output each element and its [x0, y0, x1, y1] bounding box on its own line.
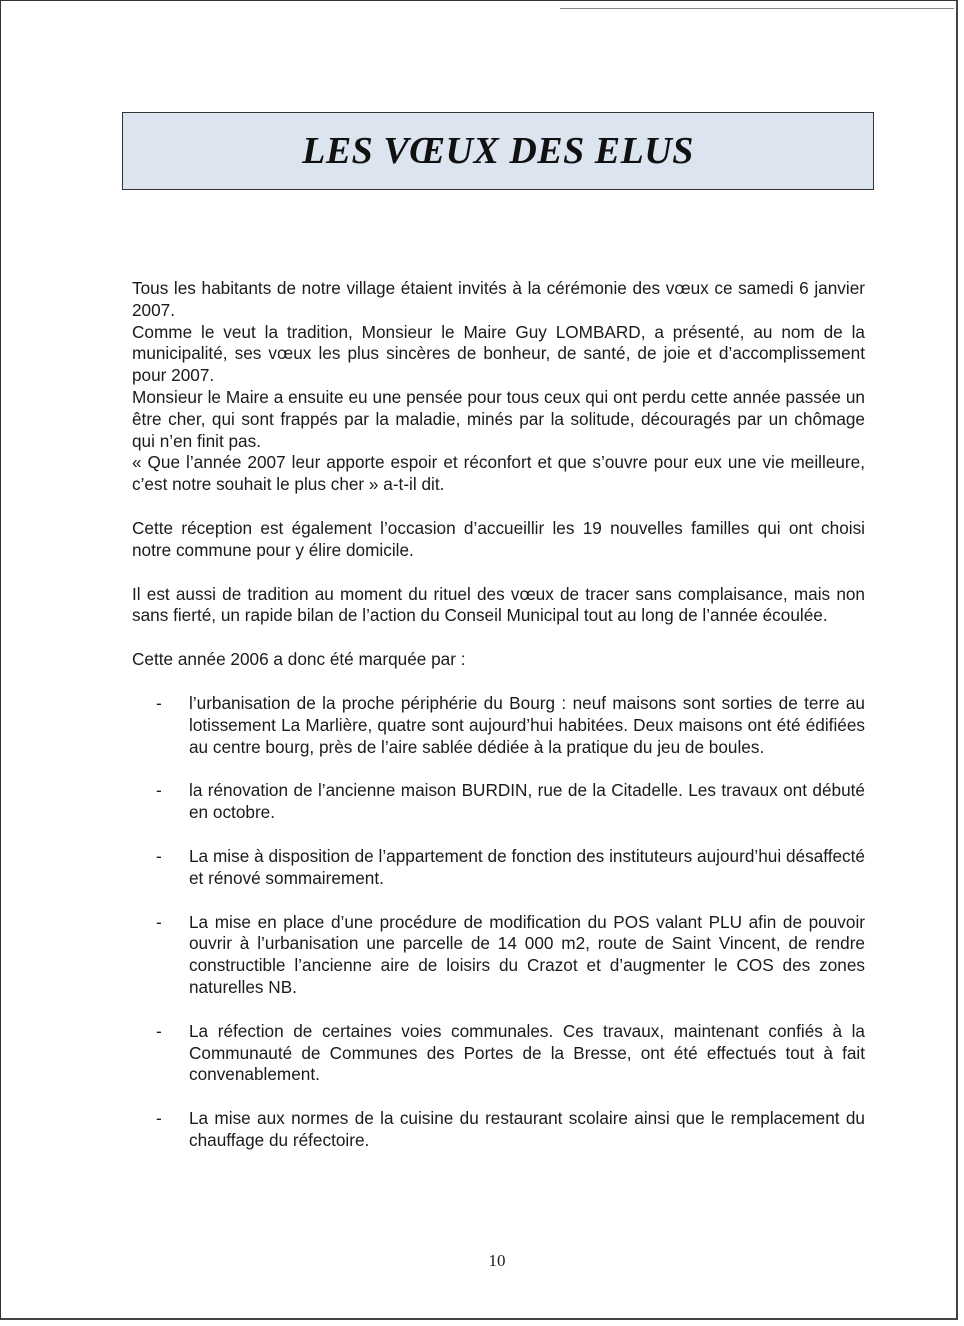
- paragraph-quote: « Que l’année 2007 leur apporte espoir et réconfort et que s’ouvre pour eux une vie meilleure, c’est notre souhait le plus cher » a-t-il dit.: [132, 452, 865, 495]
- list-item-text: La mise à disposition de l’appartement de fonction des instituteurs aujourd’hui désaffecté et rénové sommairement.: [189, 845, 865, 888]
- list-item: [132, 693, 865, 758]
- list-dash: -: [156, 1020, 162, 1041]
- list-item: [132, 912, 865, 999]
- list-dash: -: [156, 692, 162, 713]
- list-item: [132, 1108, 865, 1152]
- page-title: LES VŒUX DES ELUS: [302, 130, 694, 172]
- paragraph-review: Il est aussi de tradition au moment du rituel des vœux de tracer sans complaisance, mais non sans fierté, un rapide bilan de l’action du Conseil Municipal tout au long de l’année écoulée.: [132, 583, 865, 626]
- paragraph-new-families: Cette réception est également l’occasion d’accueillir les 19 nouvelles familles qui ont choisi notre commune pour y élire domicile.: [132, 517, 865, 560]
- top-rule: [560, 8, 954, 9]
- title-box: [122, 112, 874, 190]
- list-item: [132, 846, 865, 890]
- list-item-text: la rénovation de l’ancienne maison BURDIN, rue de la Citadelle. Les travaux ont débuté en octobre.: [189, 780, 865, 823]
- achievements-list: [132, 693, 865, 1152]
- list-dash: -: [156, 780, 162, 801]
- list-item: [132, 780, 865, 824]
- list-dash: -: [156, 1108, 162, 1129]
- list-item: [132, 1021, 865, 1086]
- paragraph-list-intro: Cette année 2006 a donc été marquée par :: [132, 649, 466, 670]
- list-item-text: La mise aux normes de la cuisine du restaurant scolaire ainsi que le remplacement du chauffage du réfectoire.: [189, 1108, 865, 1150]
- article-body: [132, 278, 865, 1174]
- list-dash: -: [156, 845, 162, 866]
- list-item-text: l’urbanisation de la proche périphérie du Bourg : neuf maisons sont sorties de terre au lotissement La Marlière, quatre sont aujourd’hui habitées. Deux maisons ont été édifiées au centre bourg, près de l’aire sablée dédiée à la pratique du jeu de boules.: [189, 692, 865, 757]
- paragraph-tradition: Comme le veut la tradition, Monsieur le Maire Guy LOMBARD, a présenté, au nom de la municipalité, ses vœux les plus sincères de bonheur, de santé, de joie et d’accomplissement pour 2007.: [132, 321, 865, 386]
- list-item-text: La réfection de certaines voies communales. Ces travaux, maintenant confiés à la Communauté de Communes des Portes de la Bresse, ont été effectués tout à fait convenablement.: [189, 1020, 865, 1085]
- paragraph-invitation: Tous les habitants de notre village étaient invités à la cérémonie des vœux ce samedi 6 janvier 2007.: [132, 278, 865, 320]
- list-item-text: La mise en place d’une procédure de modification du POS valant PLU afin de pouvoir ouvrir à l’urbanisation une parcelle de 14 000 m2, route de Saint Vincent, de rendre constructible l’ancienne aire de loisirs du Crazot et d’augmenter le COS des zones naturelles NB.: [189, 911, 865, 997]
- paragraph-thoughts: Monsieur le Maire a ensuite eu une pensée pour tous ceux qui ont perdu cette année passée un être cher, qui sont frappés par la maladie, minés par la solitude, découragés par un chômage qui n’en finit pas.: [132, 386, 865, 451]
- page-number: 10: [488, 1251, 506, 1270]
- list-dash: -: [156, 911, 162, 932]
